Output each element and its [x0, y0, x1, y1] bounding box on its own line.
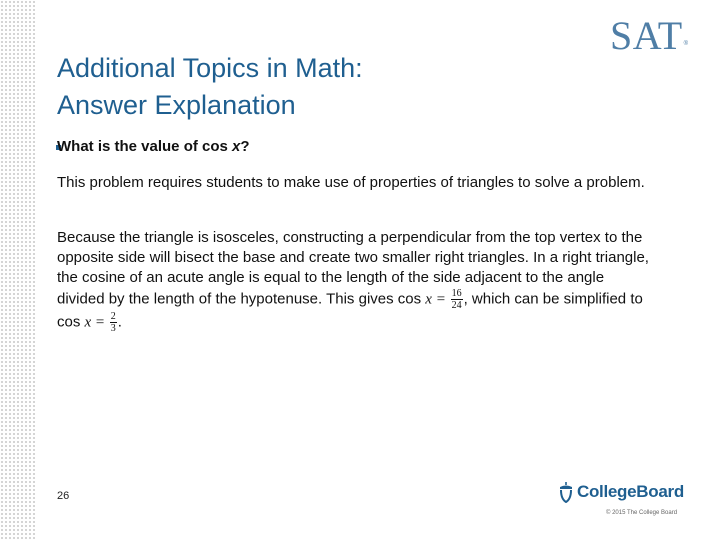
equation-1-lhs: x = [425, 291, 450, 308]
fraction-16-24 [451, 288, 463, 311]
fraction-1-denominator: 24 [451, 300, 462, 311]
fraction-1-numerator: 16 [451, 288, 462, 299]
sat-logo-text: SAT [610, 13, 683, 58]
registered-mark: ® [683, 41, 689, 47]
fraction-2-denominator: 3 [110, 323, 116, 334]
slide-title-line-2: Answer Explanation [57, 90, 296, 120]
question-prefix: What is the value of cos [57, 138, 233, 155]
acorn-icon [557, 481, 575, 503]
dotted-margin-strip [0, 0, 36, 540]
fraction-2-3 [110, 311, 117, 334]
paragraph-2-end: . [117, 313, 122, 331]
question-text [57, 137, 250, 157]
explanation-paragraph-1: This problem requires students to make use of properties of triangles to solve a problem. [57, 174, 645, 191]
slide-title-line-1: Additional Topics in Math: [57, 53, 363, 83]
explanation-paragraph-2 [57, 228, 653, 334]
page-number: 26 [57, 490, 70, 502]
question-suffix: ? [240, 138, 250, 155]
copyright-notice: © 2015 The College Board [606, 510, 678, 516]
paragraph-2-middle: , which can be simplified to cos [57, 290, 643, 331]
sat-logo [610, 14, 689, 58]
slide-title [57, 50, 363, 124]
college-board-wordmark: CollegeBoard [577, 482, 684, 501]
college-board-logo [557, 481, 684, 503]
equation-2-lhs: x = [84, 314, 109, 331]
paragraph-2-text: Because the triangle is isosceles, constructing a perpendicular from the top vertex to the opposite side will bisect the base and create two smaller right triangles. In a right triangle, the cosine of an acute angle is equal to the length of the side adjacent to the angle divided by the length of the hypotenuse. This gives cos [57, 229, 649, 308]
question-variable: x [232, 138, 241, 155]
fraction-2-numerator: 2 [110, 311, 116, 322]
